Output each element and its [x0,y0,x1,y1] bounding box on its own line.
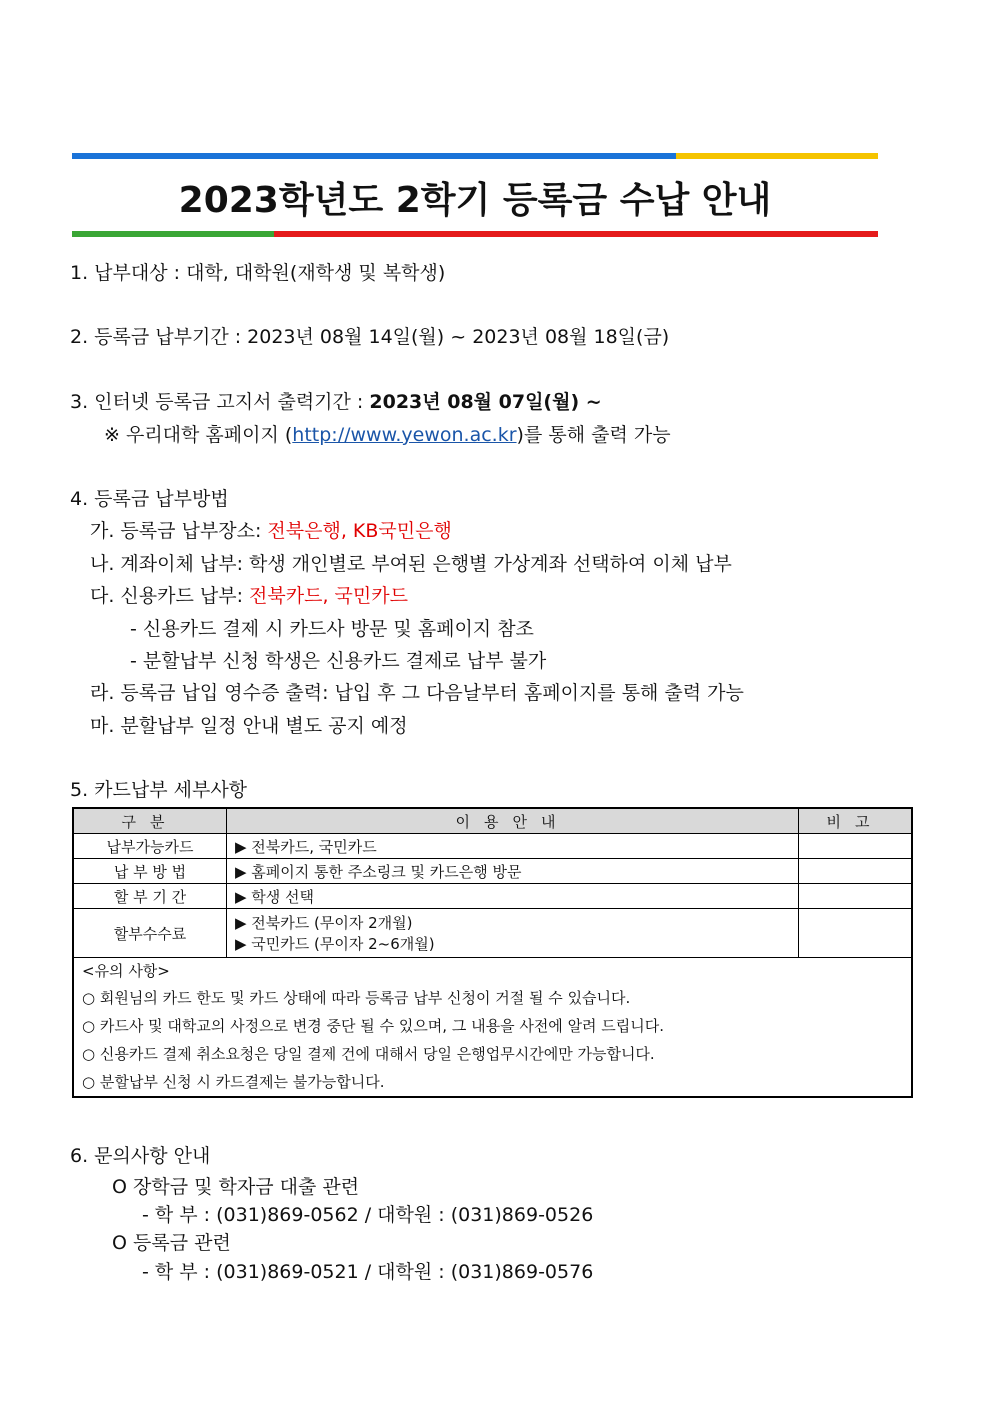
item-card-details-heading: 5. 카드납부 세부사항 [70,779,248,801]
top-bar-yellow [676,153,878,159]
method-card-label: 다. 신용카드 납부: [90,585,250,607]
header-category: 구분 [73,808,227,834]
header-guide: 이용안내 [227,808,799,834]
row-remarks [799,909,913,958]
table-row [73,884,912,909]
row-value: ▶ 학생 선택 [227,884,799,909]
note-item: ○ 분할납부 신청 시 카드결제는 불가능합니다. [82,1073,385,1091]
top-bar-blue [72,153,676,159]
item-period: 2. 등록금 납부기간 : 2023년 08월 14일(월) ~ 2023년 08월 18일(금) [70,326,670,348]
table-header-row [73,808,912,834]
row-value: ▶ 홈페이지 통한 주소링크 및 카드은행 방문 [227,859,799,884]
method-card-value: 전북카드, 국민카드 [249,585,408,607]
note-prefix: ※ 우리대학 홈페이지 ( [104,424,293,446]
row-label: 할부수수료 [73,909,227,958]
table-row [73,859,912,884]
contact-tuition-title: O 등록금 관련 [112,1232,231,1254]
header-remarks: 비고 [799,808,913,834]
method-installment: 마. 분할납부 일정 안내 별도 공지 예정 [90,715,408,737]
page-title: 2023학년도 2학기 등록금 수납 안내 [178,180,772,221]
item-methods-heading: 4. 등록금 납부방법 [70,488,229,510]
note-suffix: )를 통해 출력 가능 [516,424,671,446]
contact-tuition-phones: - 학 부 : (031)869-0521 / 대학원 : (031)869-0576 [142,1261,594,1283]
method-transfer: 나. 계좌이체 납부: 학생 개인별로 부여된 은행별 가상계좌 선택하여 이체 납부 [90,553,732,575]
item-print-period-value: 2023년 08월 07일(월) ~ [369,391,602,413]
row-remarks [799,859,913,884]
method-place-value: 전북은행, KB국민은행 [267,520,452,542]
table-row [73,834,912,859]
note-item: ○ 회원님의 카드 한도 및 카드 상태에 따라 등록금 납부 신청이 거절 될 수 있습니다. [82,989,631,1007]
notes-title: <유의 사항> [82,962,170,980]
row-value-line: ▶ 국민카드 (무이자 2~6개월) [235,935,435,953]
note-item: ○ 신용카드 결제 취소요청은 당일 결제 건에 대해서 당일 은행업무시간에만 가능합니다. [82,1045,655,1063]
contact-scholarship-title: O 장학금 및 학자금 대출 관련 [112,1176,360,1198]
row-value-line: ▶ 전북카드 (무이자 2개월) [235,914,413,932]
row-label: 할 부 기 간 [73,884,227,909]
bottom-bar-red [274,231,878,237]
bottom-bar-green [72,231,274,237]
row-label: 납 부 방 법 [73,859,227,884]
card-payment-table [72,807,913,1098]
method-place-label: 가. 등록금 납부장소: [90,520,268,542]
method-card-note-1: - 신용카드 결제 시 카드사 방문 및 홈페이지 참조 [130,618,534,640]
notes-cell [73,958,912,1098]
row-value: ▶ 전북카드, 국민카드 [227,834,799,859]
note-item: ○ 카드사 및 대학교의 사정으로 변경 중단 될 수 있으며, 그 내용을 사전에 알려 드립니다. [82,1017,665,1035]
item-print-note [104,420,671,447]
method-card-note-2: - 분할납부 신청 학생은 신용카드 결제로 납부 불가 [130,650,547,672]
table-row [73,909,912,958]
contact-scholarship-phones: - 학 부 : (031)869-0562 / 대학원 : (031)869-0526 [142,1204,594,1226]
item-contact-heading: 6. 문의사항 안내 [70,1145,211,1167]
row-value [227,909,799,958]
method-card [90,581,408,608]
method-receipt: 라. 등록금 납입 영수증 출력: 납입 후 그 다음날부터 홈페이지를 통해 출력 가능 [90,682,744,704]
item-print-period [70,387,602,414]
notes-row [73,958,912,1098]
item-target: 1. 납부대상 : 대학, 대학원(재학생 및 복학생) [70,262,446,284]
row-label: 납부가능카드 [73,834,227,859]
homepage-link[interactable]: http://www.yewon.ac.kr [292,424,517,446]
row-remarks [799,884,913,909]
row-remarks [799,834,913,859]
item-print-period-label: 3. 인터넷 등록금 고지서 출력기간 : [70,391,370,413]
method-place [90,516,452,543]
